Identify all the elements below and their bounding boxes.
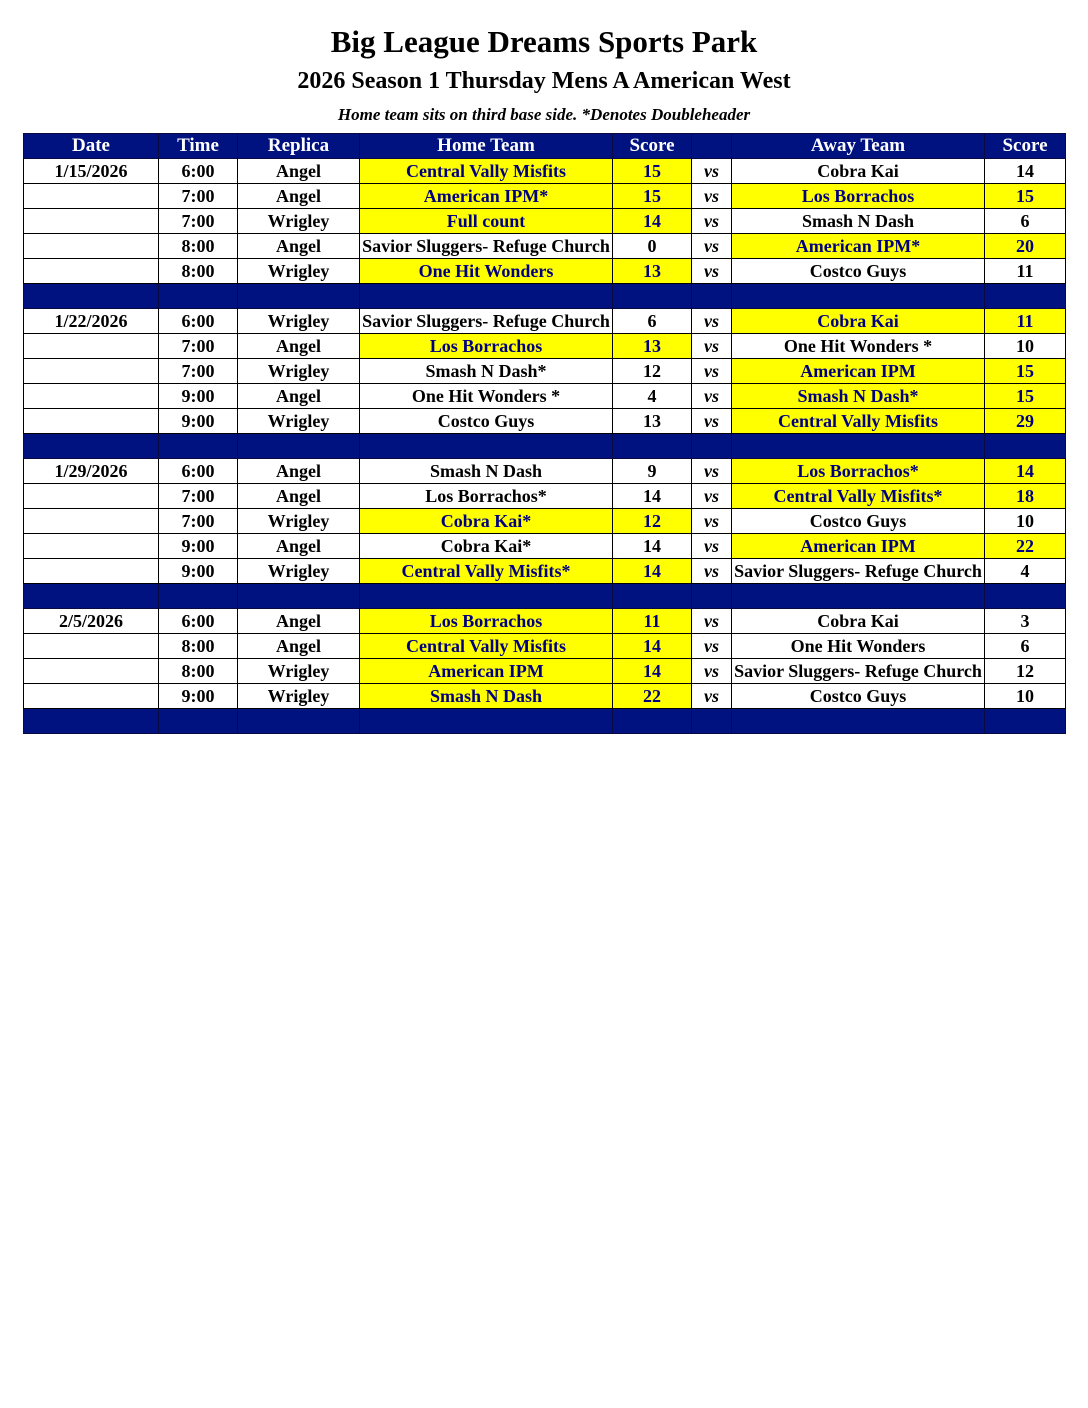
away-score: 10 <box>985 509 1066 534</box>
game-replica: Angel <box>238 234 360 259</box>
week-separator <box>24 434 1066 459</box>
away-score: 4 <box>985 559 1066 584</box>
col-vs <box>692 134 732 159</box>
game-replica: Wrigley <box>238 209 360 234</box>
separator-cell <box>985 584 1066 609</box>
vs-label: vs <box>692 184 732 209</box>
away-score: 12 <box>985 659 1066 684</box>
game-replica: Angel <box>238 534 360 559</box>
away-score: 10 <box>985 684 1066 709</box>
separator-cell <box>24 434 159 459</box>
game-row <box>24 534 1066 559</box>
away-score: 14 <box>985 459 1066 484</box>
home-team: Central Vally Misfits <box>360 634 613 659</box>
game-row <box>24 309 1066 334</box>
game-replica: Wrigley <box>238 559 360 584</box>
home-score: 14 <box>613 484 692 509</box>
vs-label: vs <box>692 659 732 684</box>
game-time: 8:00 <box>159 259 238 284</box>
game-date <box>24 484 159 509</box>
away-team: One Hit Wonders * <box>732 334 985 359</box>
game-replica: Angel <box>238 384 360 409</box>
game-replica: Wrigley <box>238 309 360 334</box>
game-row <box>24 684 1066 709</box>
game-replica: Angel <box>238 459 360 484</box>
away-team: American IPM <box>732 534 985 559</box>
away-score: 6 <box>985 634 1066 659</box>
away-team: Costco Guys <box>732 509 985 534</box>
home-team: One Hit Wonders <box>360 259 613 284</box>
week-separator <box>24 709 1066 734</box>
separator-cell <box>692 709 732 734</box>
away-score: 18 <box>985 484 1066 509</box>
game-row <box>24 509 1066 534</box>
doubleheader-note: Home team sits on third base side. *Denotes Doubleheader <box>337 105 751 124</box>
game-replica: Angel <box>238 484 360 509</box>
game-date <box>24 184 159 209</box>
game-time: 7:00 <box>159 509 238 534</box>
game-replica: Wrigley <box>238 684 360 709</box>
separator-cell <box>238 709 360 734</box>
game-row <box>24 234 1066 259</box>
home-score: 9 <box>613 459 692 484</box>
home-score: 13 <box>613 334 692 359</box>
away-score: 20 <box>985 234 1066 259</box>
home-score: 6 <box>613 309 692 334</box>
game-replica: Angel <box>238 159 360 184</box>
separator-cell <box>360 709 613 734</box>
game-date <box>24 334 159 359</box>
away-team: Cobra Kai <box>732 159 985 184</box>
away-team: Cobra Kai <box>732 309 985 334</box>
header-row <box>24 134 1066 159</box>
vs-label: vs <box>692 359 732 384</box>
separator-cell <box>732 709 985 734</box>
home-team: Savior Sluggers- Refuge Church <box>360 234 613 259</box>
separator-cell <box>613 709 692 734</box>
home-score: 14 <box>613 634 692 659</box>
page-subtitle: 2026 Season 1 Thursday Mens A American West <box>297 68 791 94</box>
away-score: 29 <box>985 409 1066 434</box>
away-score: 3 <box>985 609 1066 634</box>
home-score: 15 <box>613 184 692 209</box>
vs-label: vs <box>692 634 732 659</box>
home-team: Los Borrachos <box>360 334 613 359</box>
away-score: 22 <box>985 534 1066 559</box>
home-score: 4 <box>613 384 692 409</box>
game-time: 6:00 <box>159 609 238 634</box>
separator-cell <box>360 434 613 459</box>
game-date <box>24 684 159 709</box>
home-score: 12 <box>613 509 692 534</box>
game-time: 9:00 <box>159 534 238 559</box>
away-team: Smash N Dash <box>732 209 985 234</box>
away-score: 15 <box>985 184 1066 209</box>
home-team: Smash N Dash* <box>360 359 613 384</box>
vs-label: vs <box>692 234 732 259</box>
col-replica: Replica <box>238 134 360 159</box>
game-date <box>24 659 159 684</box>
separator-cell <box>159 434 238 459</box>
game-date: 1/22/2026 <box>24 309 159 334</box>
separator-cell <box>24 284 159 309</box>
separator-cell <box>159 584 238 609</box>
away-team: Costco Guys <box>732 684 985 709</box>
home-team: Smash N Dash <box>360 459 613 484</box>
game-row <box>24 484 1066 509</box>
vs-label: vs <box>692 334 732 359</box>
game-row <box>24 609 1066 634</box>
vs-label: vs <box>692 484 732 509</box>
separator-cell <box>692 434 732 459</box>
game-row <box>24 209 1066 234</box>
away-score: 15 <box>985 384 1066 409</box>
game-row <box>24 184 1066 209</box>
away-score: 11 <box>985 259 1066 284</box>
game-date <box>24 509 159 534</box>
game-row <box>24 259 1066 284</box>
home-team: Full count <box>360 209 613 234</box>
home-score: 14 <box>613 659 692 684</box>
separator-cell <box>732 584 985 609</box>
home-team: Los Borrachos* <box>360 484 613 509</box>
col-away-team: Away Team <box>732 134 985 159</box>
separator-cell <box>985 434 1066 459</box>
game-row <box>24 659 1066 684</box>
game-time: 6:00 <box>159 459 238 484</box>
home-team: One Hit Wonders * <box>360 384 613 409</box>
game-row <box>24 334 1066 359</box>
away-team: Los Borrachos* <box>732 459 985 484</box>
vs-label: vs <box>692 559 732 584</box>
home-score: 13 <box>613 409 692 434</box>
game-time: 9:00 <box>159 559 238 584</box>
game-row <box>24 359 1066 384</box>
home-team: Costco Guys <box>360 409 613 434</box>
col-away-score: Score <box>985 134 1066 159</box>
separator-cell <box>613 284 692 309</box>
game-time: 7:00 <box>159 184 238 209</box>
home-team: Savior Sluggers- Refuge Church <box>360 309 613 334</box>
home-team: Central Vally Misfits* <box>360 559 613 584</box>
game-time: 8:00 <box>159 634 238 659</box>
away-team: Savior Sluggers- Refuge Church <box>732 659 985 684</box>
game-time: 9:00 <box>159 684 238 709</box>
away-team: Central Vally Misfits* <box>732 484 985 509</box>
game-row <box>24 159 1066 184</box>
home-score: 14 <box>613 209 692 234</box>
game-row <box>24 384 1066 409</box>
game-replica: Wrigley <box>238 409 360 434</box>
game-time: 7:00 <box>159 334 238 359</box>
vs-label: vs <box>692 534 732 559</box>
game-date <box>24 209 159 234</box>
vs-label: vs <box>692 684 732 709</box>
separator-cell <box>238 434 360 459</box>
col-date: Date <box>24 134 159 159</box>
away-score: 14 <box>985 159 1066 184</box>
separator-cell <box>24 584 159 609</box>
game-row <box>24 559 1066 584</box>
game-date <box>24 409 159 434</box>
vs-label: vs <box>692 459 732 484</box>
separator-cell <box>613 434 692 459</box>
game-replica: Angel <box>238 334 360 359</box>
game-row <box>24 459 1066 484</box>
away-score: 15 <box>985 359 1066 384</box>
vs-label: vs <box>692 409 732 434</box>
home-team: American IPM* <box>360 184 613 209</box>
home-score: 14 <box>613 559 692 584</box>
week-separator <box>24 584 1066 609</box>
vs-label: vs <box>692 159 732 184</box>
game-row <box>24 409 1066 434</box>
away-team: One Hit Wonders <box>732 634 985 659</box>
away-score: 10 <box>985 334 1066 359</box>
col-home-team: Home Team <box>360 134 613 159</box>
separator-cell <box>732 434 985 459</box>
game-date: 1/29/2026 <box>24 459 159 484</box>
page-title: Big League Dreams Sports Park <box>330 24 758 59</box>
game-time: 6:00 <box>159 159 238 184</box>
vs-label: vs <box>692 609 732 634</box>
home-team: Central Vally Misfits <box>360 159 613 184</box>
game-date <box>24 234 159 259</box>
game-row <box>24 634 1066 659</box>
separator-cell <box>692 284 732 309</box>
game-replica: Wrigley <box>238 259 360 284</box>
vs-label: vs <box>692 509 732 534</box>
game-time: 7:00 <box>159 359 238 384</box>
week-separator <box>24 284 1066 309</box>
home-score: 12 <box>613 359 692 384</box>
home-team: Los Borrachos <box>360 609 613 634</box>
game-date <box>24 384 159 409</box>
home-team: Cobra Kai* <box>360 534 613 559</box>
separator-cell <box>360 284 613 309</box>
away-team: Smash N Dash* <box>732 384 985 409</box>
vs-label: vs <box>692 209 732 234</box>
separator-cell <box>238 284 360 309</box>
away-team: Los Borrachos <box>732 184 985 209</box>
game-date <box>24 259 159 284</box>
home-score: 13 <box>613 259 692 284</box>
schedule-table <box>23 133 1066 734</box>
game-replica: Wrigley <box>238 509 360 534</box>
separator-cell <box>692 584 732 609</box>
game-time: 8:00 <box>159 659 238 684</box>
away-team: American IPM <box>732 359 985 384</box>
separator-cell <box>238 584 360 609</box>
home-team: Smash N Dash <box>360 684 613 709</box>
away-score: 6 <box>985 209 1066 234</box>
separator-cell <box>159 709 238 734</box>
separator-cell <box>985 284 1066 309</box>
game-time: 8:00 <box>159 234 238 259</box>
away-team: American IPM* <box>732 234 985 259</box>
game-replica: Angel <box>238 184 360 209</box>
separator-cell <box>159 284 238 309</box>
game-date <box>24 359 159 384</box>
separator-cell <box>24 709 159 734</box>
col-time: Time <box>159 134 238 159</box>
away-team: Costco Guys <box>732 259 985 284</box>
home-score: 22 <box>613 684 692 709</box>
separator-cell <box>613 584 692 609</box>
game-date: 1/15/2026 <box>24 159 159 184</box>
game-date <box>24 634 159 659</box>
home-score: 15 <box>613 159 692 184</box>
home-score: 0 <box>613 234 692 259</box>
game-time: 7:00 <box>159 484 238 509</box>
game-replica: Wrigley <box>238 359 360 384</box>
home-score: 14 <box>613 534 692 559</box>
separator-cell <box>732 284 985 309</box>
game-date: 2/5/2026 <box>24 609 159 634</box>
game-time: 7:00 <box>159 209 238 234</box>
game-time: 9:00 <box>159 409 238 434</box>
game-replica: Wrigley <box>238 659 360 684</box>
away-team: Savior Sluggers- Refuge Church <box>732 559 985 584</box>
game-date <box>24 559 159 584</box>
game-replica: Angel <box>238 634 360 659</box>
home-team: American IPM <box>360 659 613 684</box>
schedule-body <box>24 159 1066 734</box>
home-score: 11 <box>613 609 692 634</box>
away-team: Cobra Kai <box>732 609 985 634</box>
game-date <box>24 534 159 559</box>
vs-label: vs <box>692 309 732 334</box>
vs-label: vs <box>692 384 732 409</box>
game-time: 6:00 <box>159 309 238 334</box>
vs-label: vs <box>692 259 732 284</box>
game-replica: Angel <box>238 609 360 634</box>
game-time: 9:00 <box>159 384 238 409</box>
separator-cell <box>985 709 1066 734</box>
separator-cell <box>360 584 613 609</box>
col-home-score: Score <box>613 134 692 159</box>
home-team: Cobra Kai* <box>360 509 613 534</box>
away-team: Central Vally Misfits <box>732 409 985 434</box>
away-score: 11 <box>985 309 1066 334</box>
